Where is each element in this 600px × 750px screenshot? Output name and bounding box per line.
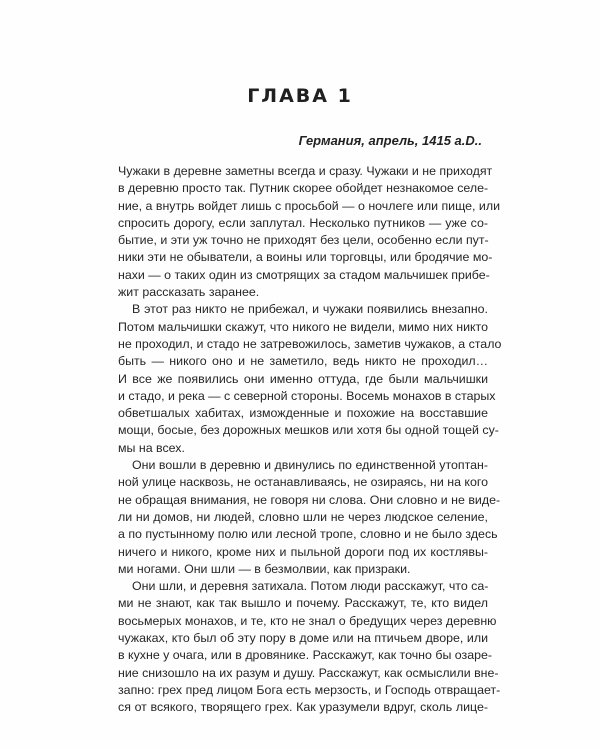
text-line: ной улице насквозь, не останавливаясь, не озираясь, ни на кого [118,475,489,490]
text-line: ники эти не обыватели, а воины или торговцы, или бродячие мо- [118,250,493,265]
text-line: В этот раз никто не прибежал, и чужаки появились внезапно. [132,302,488,317]
text-line: Чужаки в деревне заметны всегда и сразу. Чужаки и не приходят [118,164,493,178]
text-line: Потом мальчишки скажут, что никого не видели, мимо них никто [118,319,488,334]
epigraph: Германия, апрель, 1415 a.D.. [298,133,482,148]
text-line: спросить дорогу, если заплутал. Несколько путников — уже со- [118,215,488,230]
text-line: Они вошли в деревню и двинулись по единственной утоптан- [132,458,488,473]
text-line: И все же появились они именно оттуда, где были мальчишки [118,371,488,386]
chapter-title: ГЛАВА 1 [247,85,353,107]
text-line: а по пустынному полю или лесной тропе, словно и не было здесь [118,527,498,542]
text-line: мощи, босые, без дорожных мешков или хотя бы одной тощей су- [118,423,499,438]
paragraph [118,301,502,457]
text-line: восьмерых монахов, и те, кто не знал о бредущих через деревню [118,613,497,628]
paragraph [118,578,501,716]
text-line: в кухне у очага, или в дровянике. Расскажут, как точно бы озаре- [118,648,493,663]
text-line: ние, а внутрь войдет лишь с просьбой — о ночлеге или пище, или [118,198,500,213]
text-line: ние снизошло на их разум и душу. Расскажут, как осмыслили вне- [118,665,499,680]
text-line: мы на всех. [118,440,185,455]
paragraph [118,457,501,578]
text-line: запно: грех пред лицом Бога есть мерзость, и Господь отвращает- [118,682,501,697]
text-line: не обращая внимания, не говоря ни слова. Они словно и не виде- [118,492,501,507]
paragraph [118,163,500,301]
text-line: не проходил, и стадо не затревожилось, заметив чужаков, а стало [118,336,502,351]
body-text [118,163,502,717]
text-line: нахи — о таких один из смотрящих за стадом мальчишек прибе- [118,267,490,282]
text-line: ми не знают, как так вышло и почему. Расскажут, те, кто видел [118,596,488,611]
text-line: жит рассказать заранее. [118,285,260,300]
text-line: ся от всякого, творящего грех. Как уразумели вдруг, сколь лице- [118,700,488,715]
text-line: в деревню просто так. Путник скорее обойдет незнакомое селе- [118,181,489,196]
text-line: быть — никого оно и не заметило, ведь никто не проходил… [118,354,488,369]
text-line: чужаках, кто был об эту пору в доме или на птичьем дворе, или [118,631,488,646]
text-line: обветшалых хабитах, изможденные и похожие на восставшие [118,406,488,421]
text-line: и стадо, и река — с северной стороны. Восемь монахов в старых [118,388,496,403]
text-line: бытие, и эти уж точно не приходят без цели, особенно если пут- [118,233,489,248]
text-line: ничего и никого, кроме них и пыльной дороги под их костлявы- [118,544,488,559]
text-line: ли ни домов, ни людей, словно шли не через людское селение, [118,509,488,524]
text-line: Они шли, и деревня затихала. Потом люди расскажут, что са- [132,579,489,594]
text-line: ми ногами. Они шли — в безмолвии, как призраки. [118,561,411,576]
